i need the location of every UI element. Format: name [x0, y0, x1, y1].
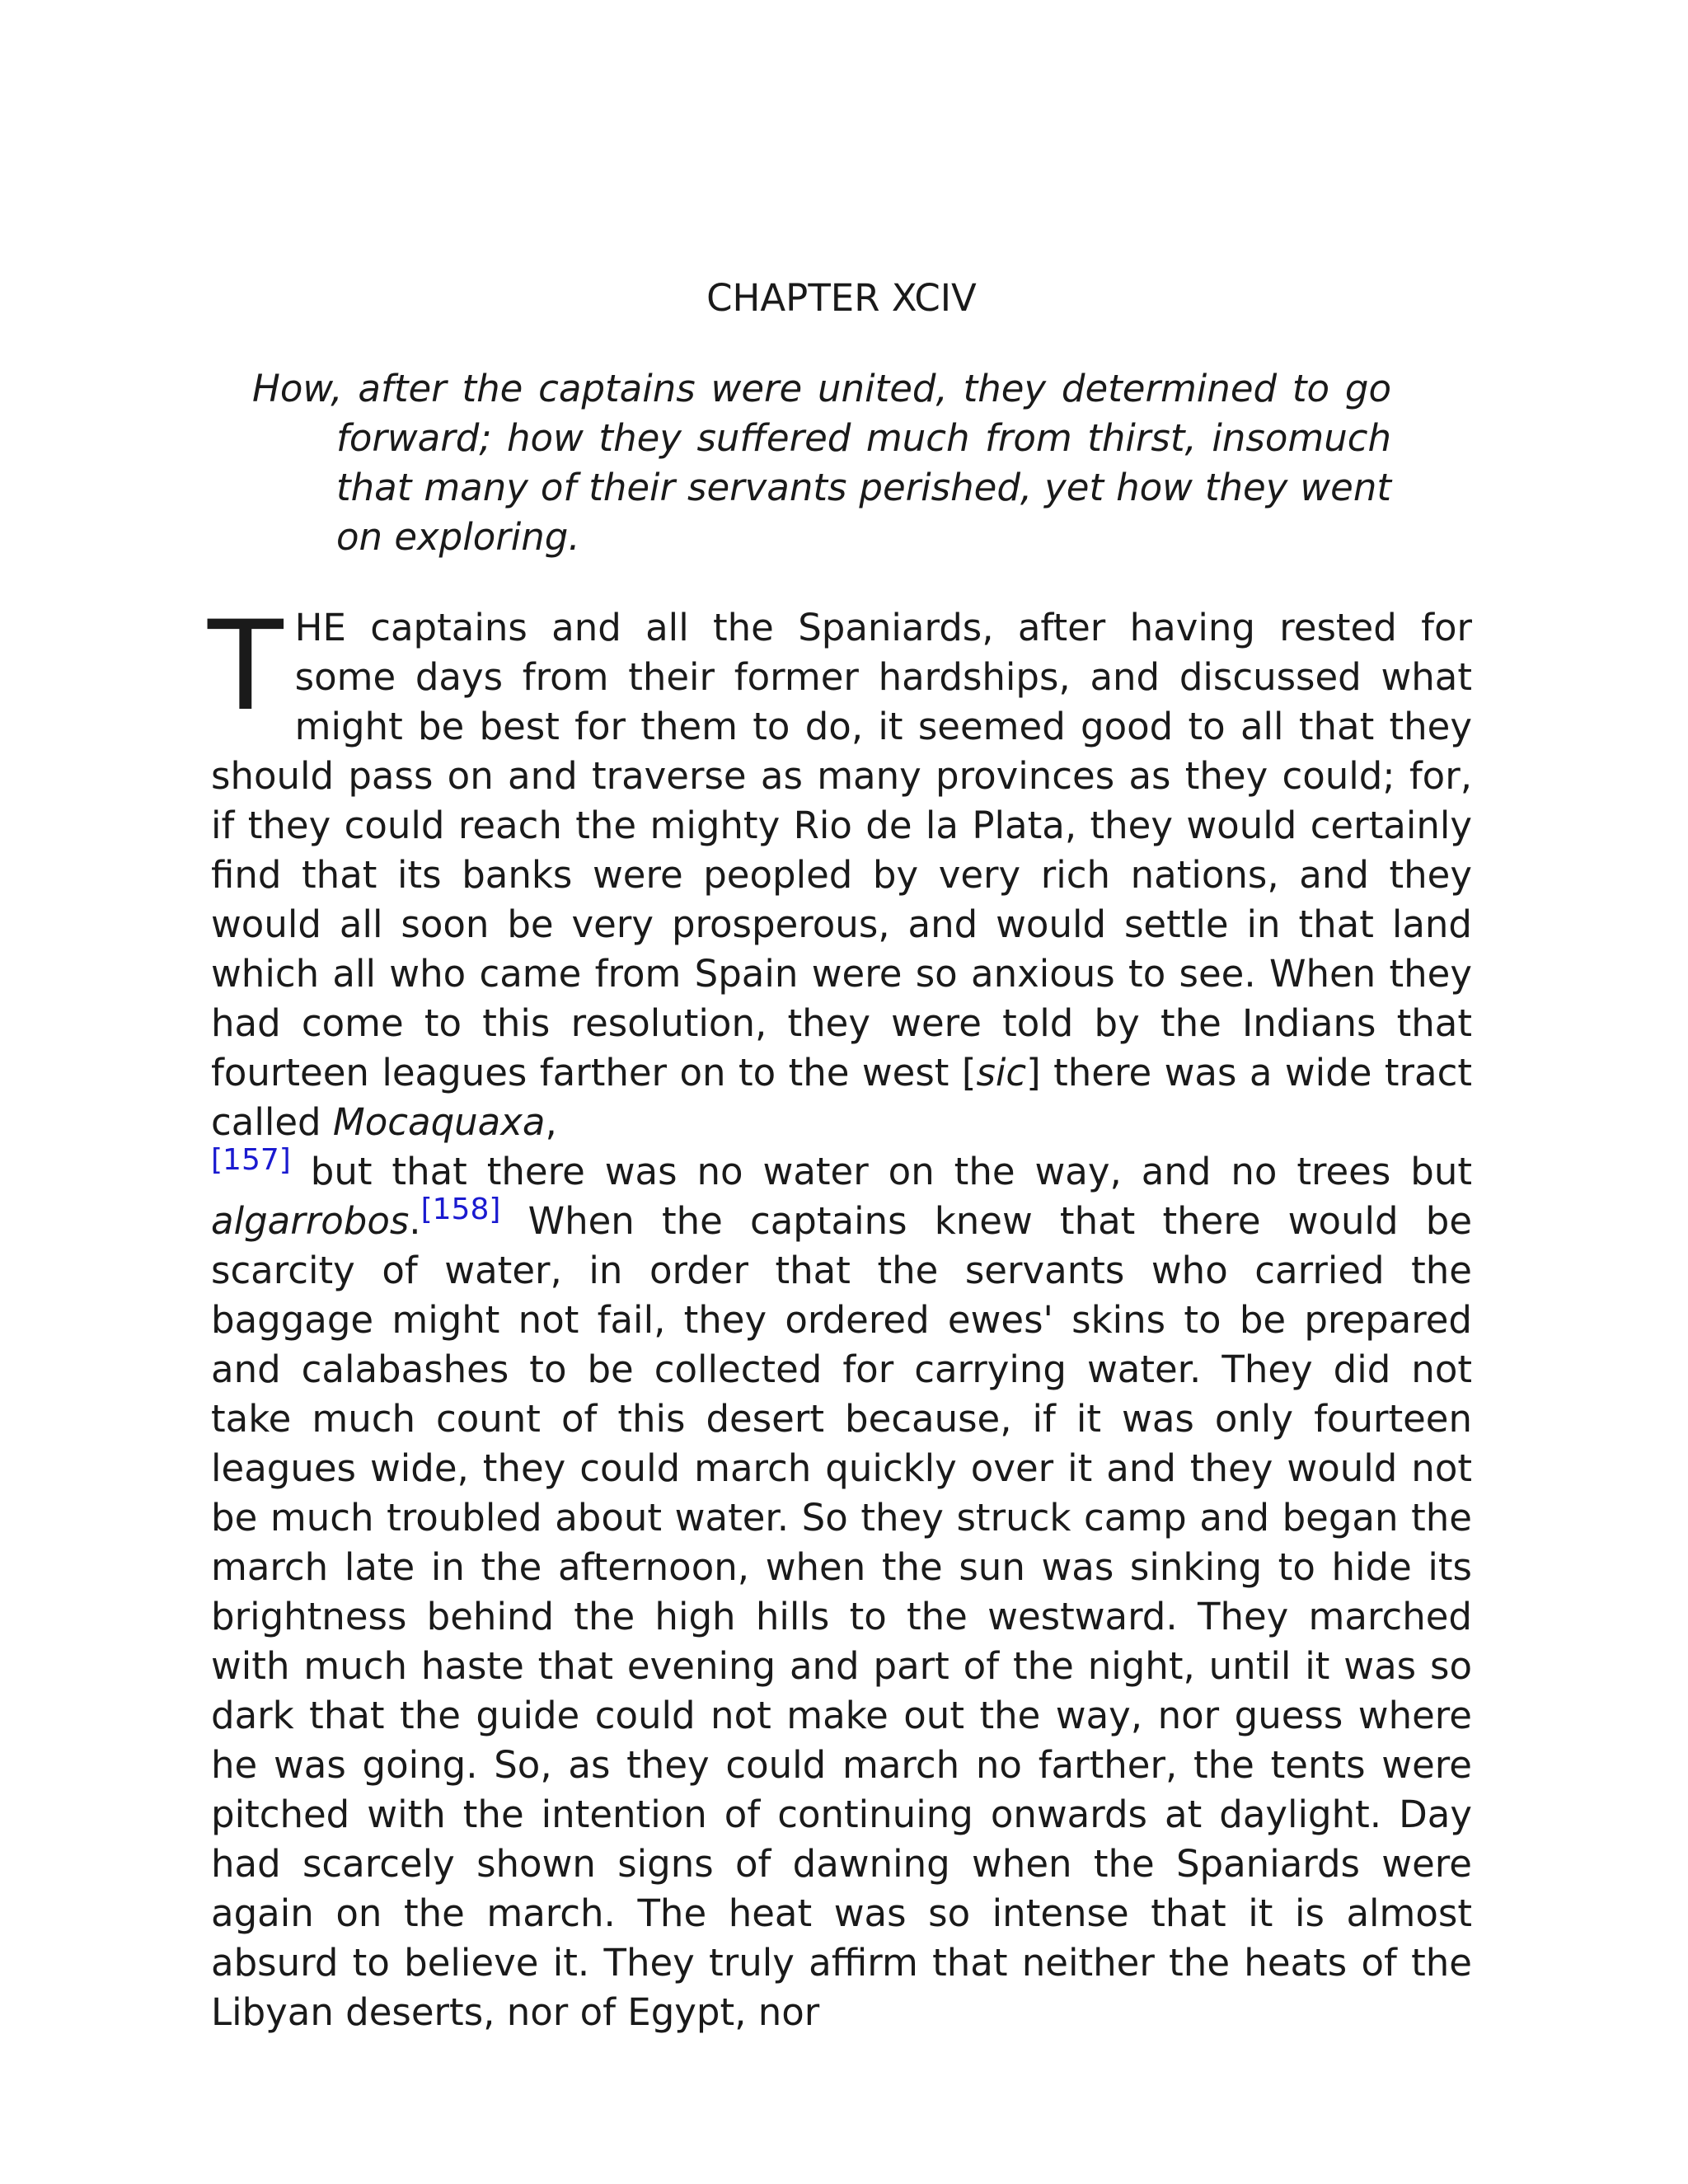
place-name-italic: Mocaquaxa [332, 1100, 546, 1144]
chapter-body [208, 595, 1472, 2037]
footnote-link-157[interactable]: [157] [211, 1143, 291, 1177]
sic-italic: sic [976, 1051, 1027, 1094]
drop-cap: T [208, 595, 284, 738]
body-text-part-1: HE captains and all the Spaniards, after having rested for some days from their former hardships, and discussed what might be best for them to do, it seemed good to all that they should pass on and traverse as many provinces as they could; for, if they could reach the mighty Rio de la Plata, they would certainly find that its banks were peopled by very rich nations, and they would all soon be very prosperous, and would settle in that land which all who came from Spain were so anxious to see. When they had come to this resolution, they were told by the Indians that fourteen leagues farther on to the west [ [211, 606, 1472, 1094]
body-text-part-3: , [545, 1100, 557, 1144]
tree-name-italic: algarrobos [211, 1199, 410, 1243]
body-text-part-6: When the captains knew that there would be scarcity of water, in order that the servants who carried the baggage might not fail, they ordered ewes' skins to be prepared and calabashes to be collected for carrying water. They did not take much count of this desert because, if it was only fourteen leagues wide, they could march quickly over it and they would not be much troubled about water. So they struck camp and began the march late in the afternoon, when the sun was sinking to hide its brightness behind the high hills to the westward. They marched with much haste that evening and part of the night, until it was so dark that the guide could not make out the way, nor guess where he was going. So, as they could march no farther, the tents were pitched with the intention of continuing onwards at daylight. Day had scarcely shown signs of dawning when the Spaniards were again on the march. The heat was so intense that it is almost absurd to believe it. They truly affirm that neither the heats of the Libyan deserts, nor of Egypt, nor [211, 1199, 1472, 2034]
body-text-part-5: . [409, 1199, 421, 1243]
footnote-link-158[interactable]: [158] [420, 1193, 501, 1226]
chapter-summary: How, after the captains were united, they determined to go forward; how they suffered much from thirst, insomuch that many of their servants perished, yet how they went on exploring. [252, 367, 1391, 559]
body-text-part-4: but that there was no water on the way, and no trees but [290, 1150, 1472, 1193]
book-page [208, 0, 1472, 2184]
body-text-part-2: ] there was a wide tract called [211, 1051, 1472, 1144]
chapter-title: CHAPTER XCIV [706, 276, 977, 320]
